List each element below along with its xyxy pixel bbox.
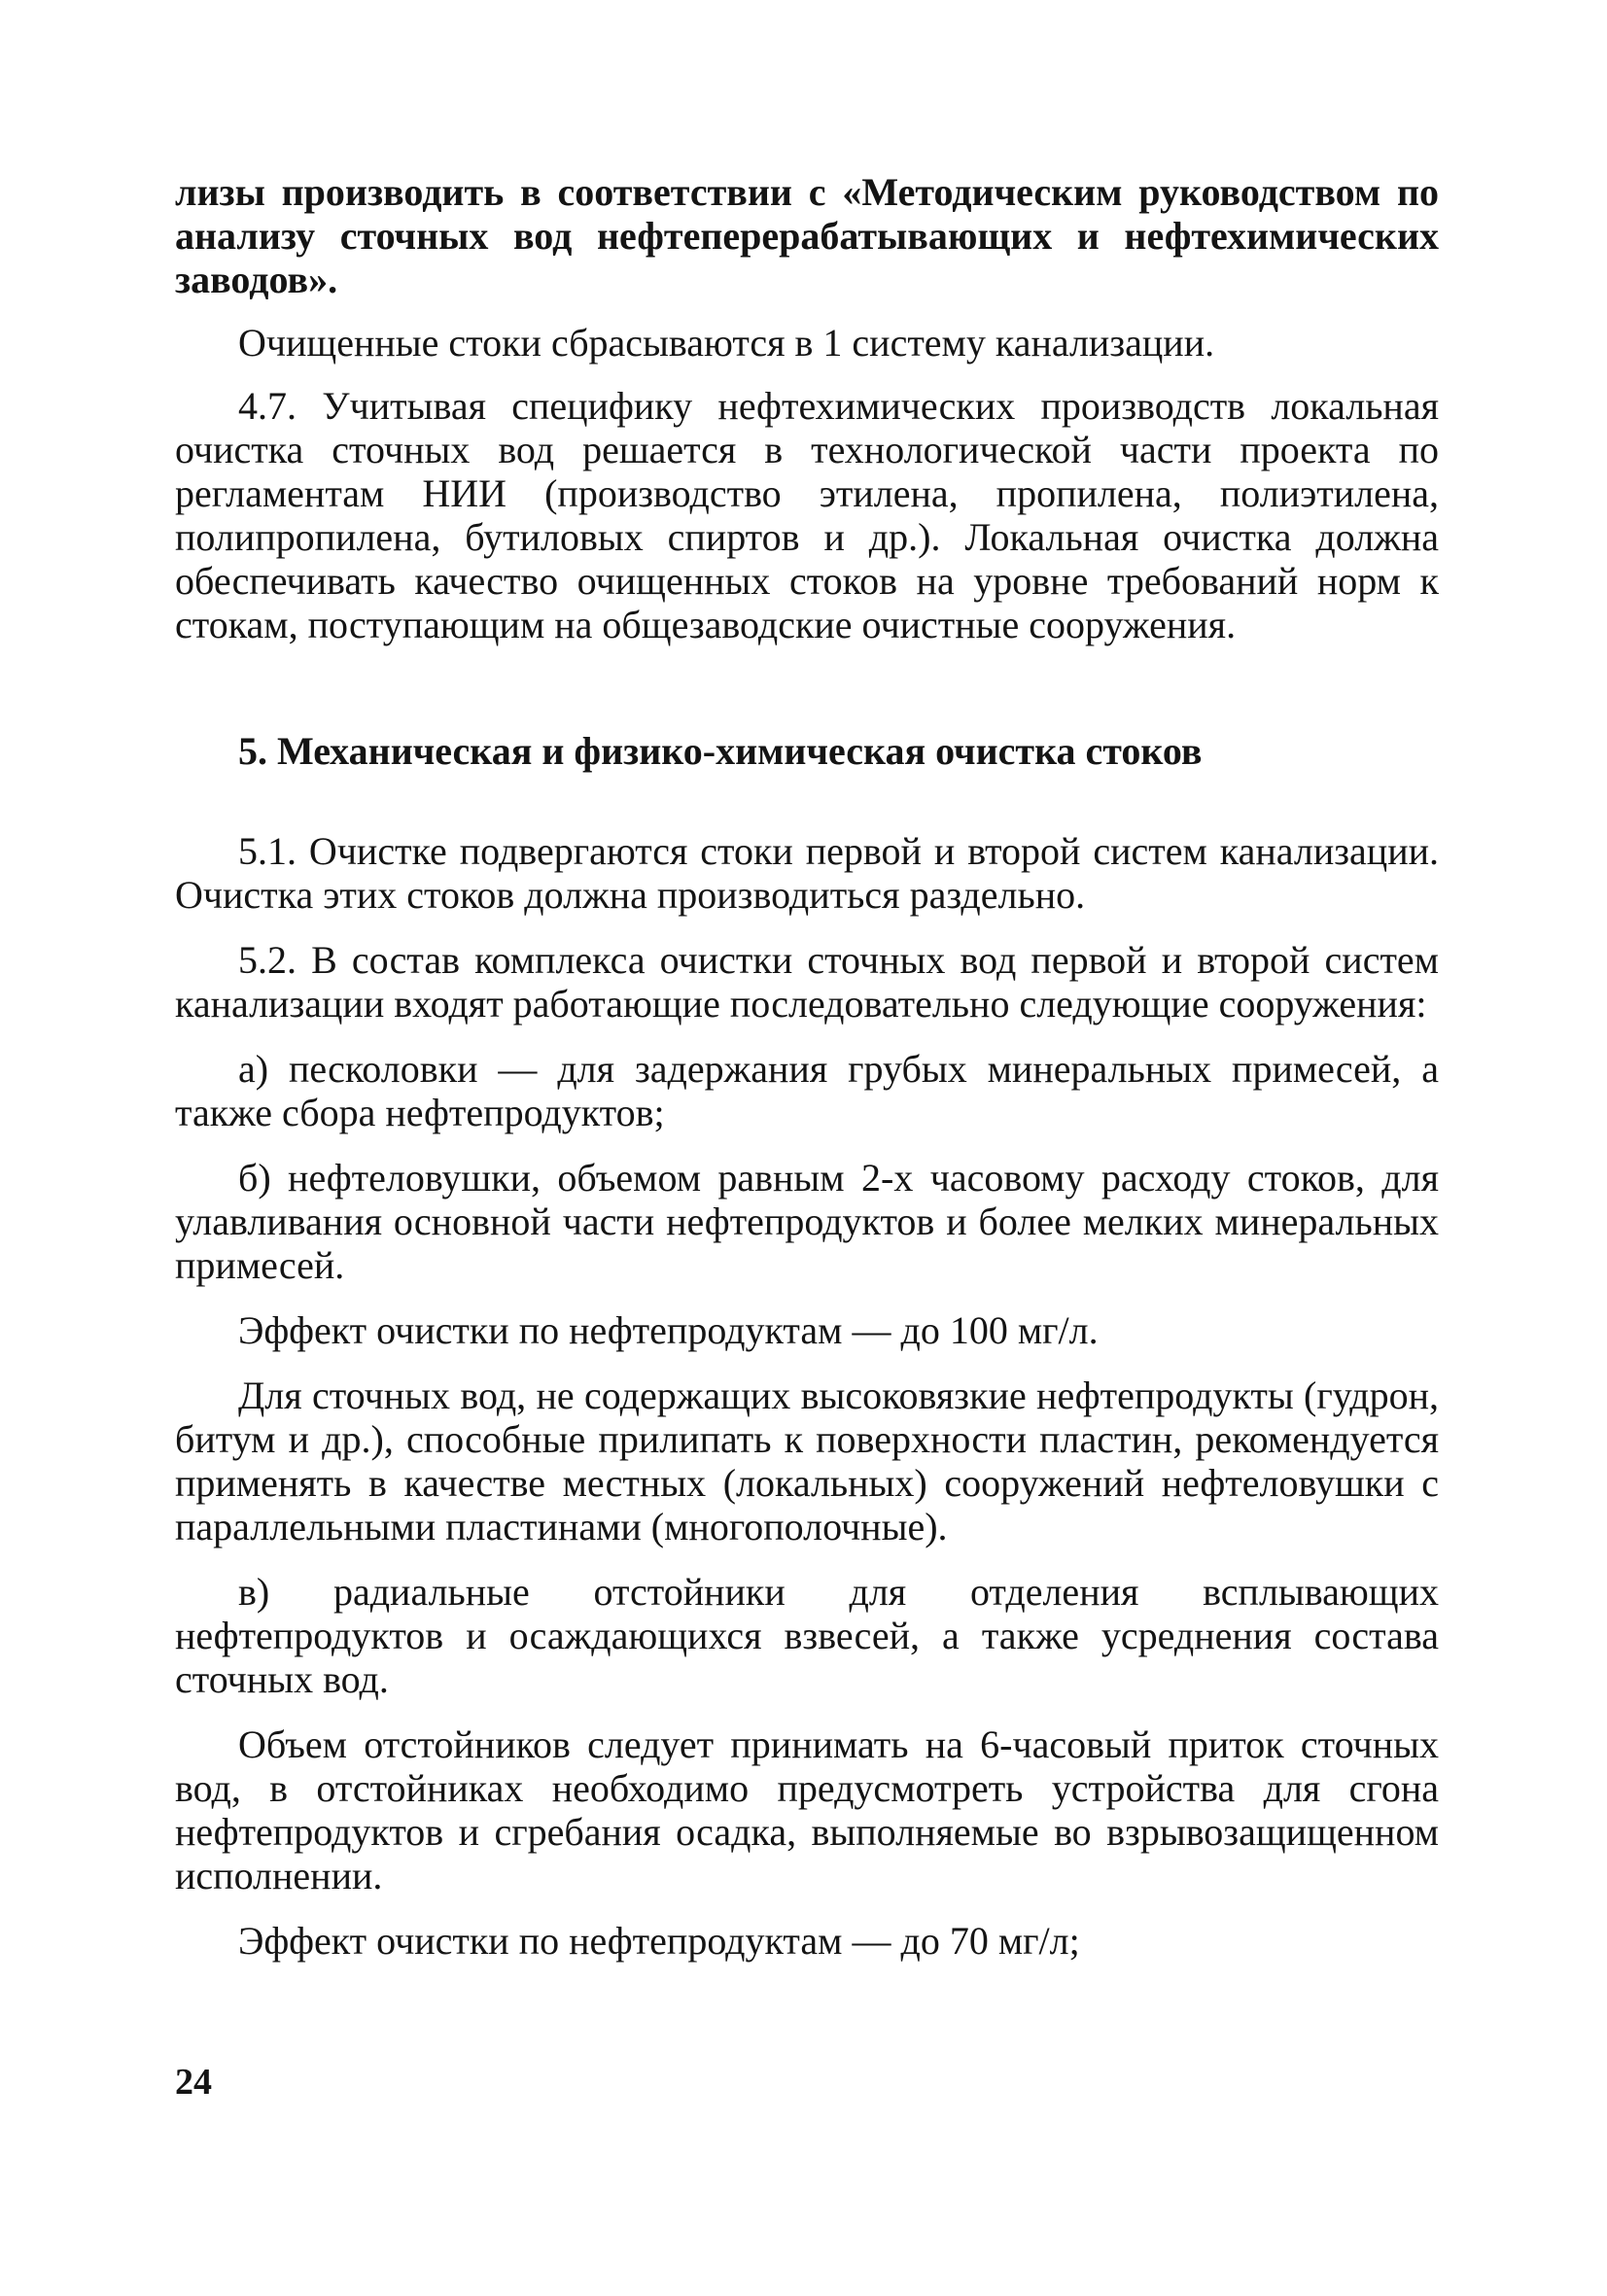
section-heading-5: 5. Механическая и физико-химическая очистка стоков [238, 729, 1203, 773]
paragraph-5-1: 5.1. Очистке подвергаются стоки первой и второй систем канализации. Очистка этих стоков должна производиться раздельно. [175, 829, 1439, 917]
paragraph-4-7: 4.7. Учитывая специфику нефтехимических производств локальная очистка сточных вод решается в технологической части проекта по регламентам НИИ (производство этилена, пропилена, полиэтилена, полипропилена, бутиловых спиртов и др.). Локальная очистка должна обеспечивать качество очищенных стоков на уровне требований норм к стокам, поступающим на общезаводские очистные сооружения. [175, 384, 1439, 646]
paragraph-5-2: 5.2. В состав комплекса очистки сточных вод первой и второй систем канализации входят работающие последовательно следующие сооружения: [175, 938, 1439, 1026]
paragraph-settlers: Объем отстойников следует принимать на 6-часовый приток сточных вод, в отстойниках необходимо предусмотреть устройства для сгона нефтепродуктов и сгребания осадка, выполняемые во взрывозащищенном исполнении. [175, 1722, 1439, 1897]
list-item-a: а) песколовки — для задержания грубых минеральных примесей, а также сбора нефтепродуктов; [175, 1047, 1439, 1134]
paragraph-effect-70: Эффект очистки по нефтепродуктам — до 70 мг/л; [238, 1919, 1080, 1963]
page-number: 24 [175, 2062, 212, 2103]
paragraph-continuation: лизы производить в соответствии с «Методическим руководством по анализу сточных вод нефтеперерабатывающих и нефтехимических заводов». [175, 170, 1439, 301]
paragraph-viscous: Для сточных вод, не содержащих высоковязкие нефтепродукты (гудрон, битум и др.), способные прилипать к поверхности пластин, рекомендуется применять в качестве местных (локальных) сооружений нефтеловушки с параллельными пластинами (многополочные). [175, 1374, 1439, 1548]
paragraph-discharge: Очищенные стоки сбрасываются в 1 систему канализации. [238, 321, 1215, 365]
list-item-b: б) нефтеловушки, объемом равным 2-х часовому расходу стоков, для улавливания основной части нефтепродуктов и более мелких минеральных примесей. [175, 1156, 1439, 1287]
page-body [175, 170, 1439, 1963]
paragraph-effect-100: Эффект очистки по нефтепродуктам — до 100 мг/л. [238, 1308, 1099, 1352]
list-item-v: в) радиальные отстойники для отделения всплывающих нефтепродуктов и осаждающихся взвесей, а также усреднения состава сточных вод. [175, 1570, 1439, 1701]
